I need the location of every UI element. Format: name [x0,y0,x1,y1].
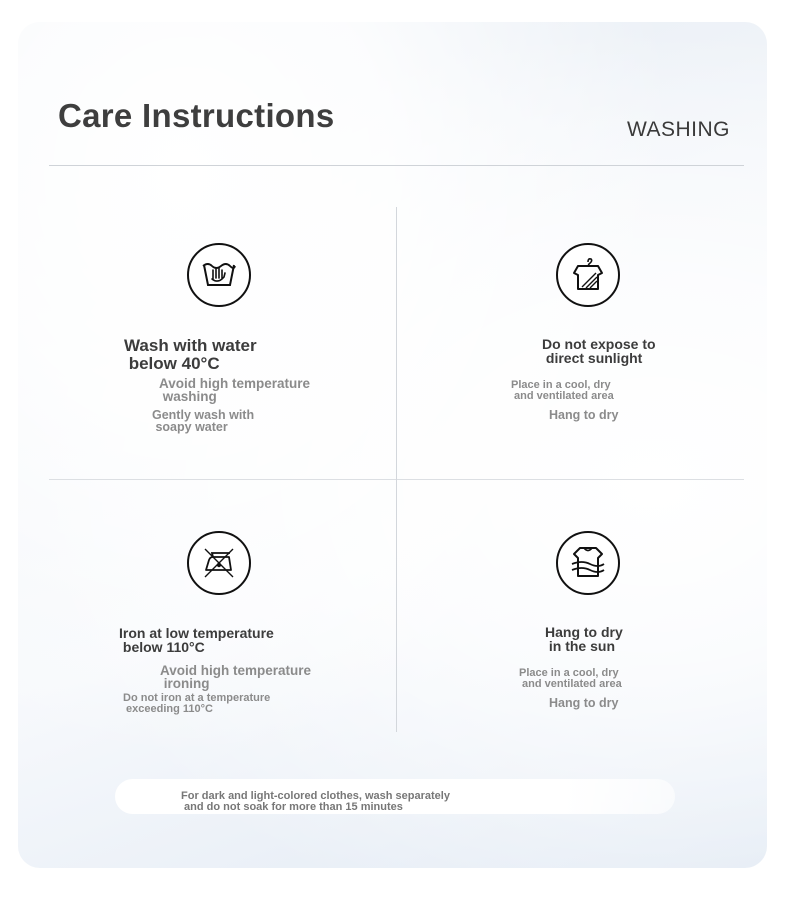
care-item-heading: Hang to dry in the sun [545,624,623,654]
care-instructions-card [18,22,767,868]
care-item-note: Do not iron at a temperature exceeding 110°C [123,692,271,715]
care-item-heading: Do not expose to direct sunlight [542,336,656,366]
grid-divider-vertical [396,207,397,732]
care-item-note: Place in a cool, dry and ventilated area [519,667,622,690]
care-item-heading: Iron at low temperature below 110°C [119,625,274,655]
shirt-on-hanger-icon [556,243,620,307]
shirt-hang-dry-icon [556,531,620,595]
care-item-note: Avoid high temperature washing [159,376,311,404]
page-title: Care Instructions [58,97,335,134]
care-item-note: Gently wash with soapy water [152,408,255,434]
section-label: WASHING [626,118,730,141]
care-item-note: Place in a cool, dry and ventilated area [511,379,614,402]
care-item-note: Hang to dry [549,408,619,422]
footer-note: For dark and light-colored clothes, wash separately and do not soak for more than 15 minutes [181,790,450,813]
iron-crossed-out-icon [187,531,251,595]
hand-wash-basin-icon [187,243,251,307]
care-item-heading: Wash with water below 40°C [124,336,257,373]
care-item-note: Hang to dry [549,696,619,710]
care-item-note: Avoid high temperature ironing [160,663,312,691]
header-divider [49,165,744,166]
